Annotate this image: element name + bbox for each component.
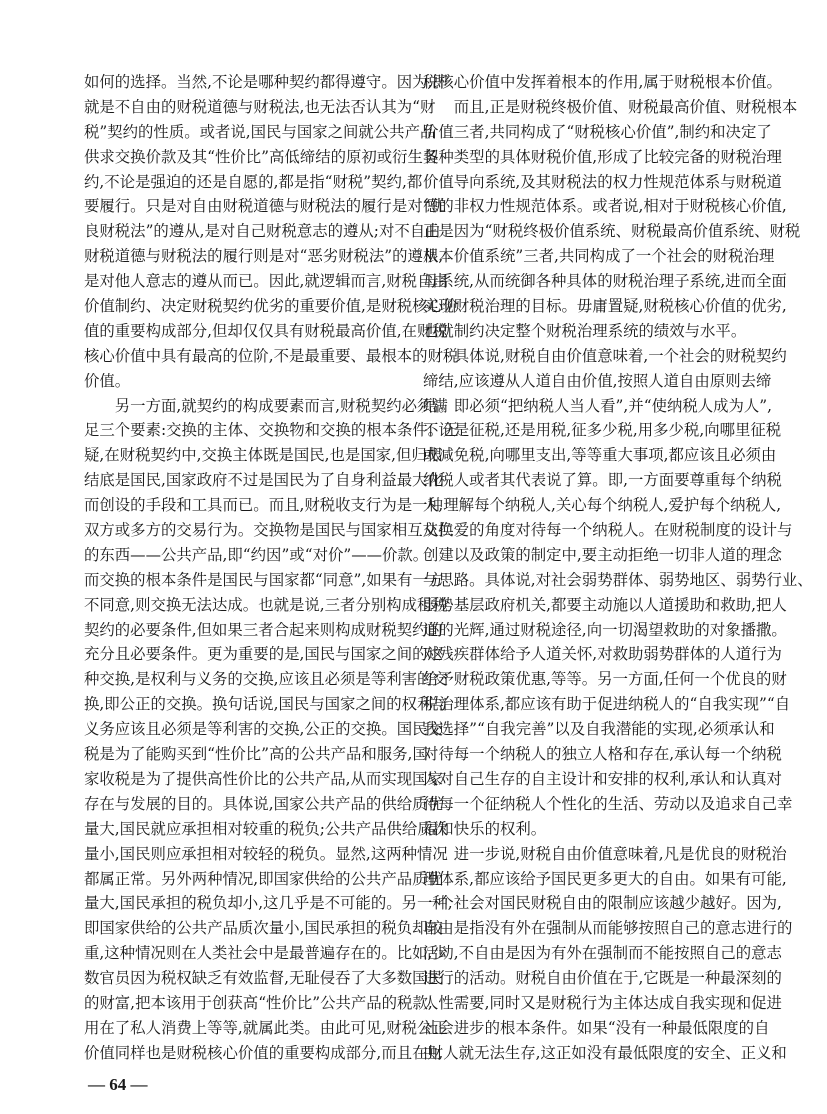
text-line: 财税道德与财税法的履行则是对“恶劣财税法”的遵从,: [84, 247, 444, 266]
text-line: 而交换的根本条件是国民与国家都“同意”,如果有一方: [84, 570, 444, 589]
text-line: 就是不自由的财税道德与财税法,也无法否认其为“财: [84, 97, 436, 116]
text-line: 数官员因为税权缺乏有效监督,无耻侵吞了大多数国民: [84, 969, 443, 988]
text-line: 是对他人意志的遵从而已。因此,就逻辑而言,财税自由: [84, 272, 448, 291]
text-line: 量小,国民则应承担相对较轻的税负。显然,这两种情况: [84, 844, 448, 863]
text-line: 的东西——公共产品,即“约因”或“对价”——价款。: [84, 545, 429, 564]
text-line: 实现财税治理的目标。毋庸置疑,财税核心价值的优劣,: [423, 297, 787, 316]
text-line: 而创设的手段和工具而已。而且,财税收支行为是一种: [84, 496, 443, 515]
text-line: 即国家供给的公共产品质次量小,国民承担的税负却较: [84, 919, 443, 938]
text-line: 道的光辉,通过财税途径,向一切渴望救助的对象播撒。: [423, 620, 787, 639]
text-line: 足三个要素:交换的主体、交换物和交换的根本条件。无: [84, 421, 459, 440]
text-line: 德的非权力性规范体系。或者说,相对于财税核心价值,: [423, 197, 787, 216]
text-line: 理体系,都应该给予国民更多更大的自由。如果有可能,: [423, 869, 787, 888]
text-line: 义务应该且必须是等利害的交换,公正的交换。国民交: [84, 720, 443, 739]
text-line: 税核心价值中发挥着根本的作用,属于财税根本价值。: [423, 73, 782, 91]
text-line: 存在与发展的目的。具体说,国家公共产品的供给质优: [84, 794, 443, 813]
text-line: 用在了私人消费上等等,就属此类。由此可见,财税公正: [84, 1018, 448, 1037]
text-line: 人,理解每个纳税人,关心每个纳税人,爱护每个纳税人,: [423, 496, 782, 515]
text-line: 人对自己生存的自主设计和安排的权利,承认和认真对: [423, 769, 782, 788]
text-line: 也就制约决定整个财税治理系统的绩效与水平。: [423, 321, 747, 340]
text-line: 根本价值系统”三者,共同构成了一个社会的财税治理: [423, 247, 775, 266]
text-line: 的财富,把本该用于创获高“性价比”公共产品的税款,: [84, 993, 433, 1012]
text-line: 进一步说,财税自由价值意味着,凡是优良的财税治: [423, 844, 787, 863]
text-line: 良财税法”的遵从,是对自己财税意志的遵从;对不自由: [84, 222, 441, 241]
text-line: 纳税人或者其代表说了算。即,一方面要尊重每个纳税: [423, 471, 782, 490]
text-line: 量大,国民就应承担相对较重的税负;公共产品供给质次: [84, 819, 449, 838]
text-line: 供求交换价款及其“性价比”高低缔结的原初或衍生契: [84, 147, 439, 166]
page-number: — 64 —: [88, 1075, 148, 1094]
text-line: 而且,正是财税终极价值、财税最高价值、财税根本: [423, 97, 798, 116]
text-line: 价值导向系统,及其财税法的权力性规范体系与财税道: [423, 172, 782, 191]
text-line: 缔结,应该遵从人道自由价值,按照人道自由原则去缔: [423, 371, 772, 390]
text-line: 活动,不自由是因为有外在强制而不能按照自己的意志: [423, 944, 782, 963]
text-line: 进行的活动。财税自由价值在于,它既是一种最深刻的: [423, 969, 782, 988]
text-line: 换,即公正的交换。换句话说,国民与国家之间的权利与: [84, 695, 448, 714]
text-line: 约,不论是强迫的还是自愿的,都是指“财税”契约,都: [84, 172, 423, 191]
text-line: 种交换,是权利与义务的交换,应该且必须是等利害的交: [84, 670, 448, 689]
text-line: 不论是征税,还是用税,征多少税,用多少税,向哪里征税: [423, 421, 782, 440]
text-line: 给予财税政策优惠,等等。另一方面,任何一个优良的财: [423, 670, 787, 689]
text-line: 重,这种情况则在人类社会中是最普遍存在的。比如,少: [84, 944, 448, 963]
text-line: 弱势基层政府机关,都要主动施以人道援助和救助,把人: [423, 595, 787, 614]
right-text-column: [423, 70, 813, 1066]
text-line: 待每一个征纳税人个性化的生活、劳动以及追求自己幸: [423, 794, 793, 813]
text-line: 税”契约的性质。或者说,国民与国家之间就公共产品: [84, 122, 436, 141]
text-line: 福和快乐的权利。: [423, 819, 547, 838]
text-line: 一个社会对国民财税自由的限制应该越少越好。因为,: [423, 894, 782, 913]
text-line: 税是为了能购买到“性价比”高的公共产品和服务,国: [84, 745, 428, 764]
text-line: 人性需要,同时又是财税行为主体达成自我实现和促进: [423, 993, 782, 1012]
text-line: 量大,国民承担的税负却小,这几乎是不可能的。另一种,: [84, 894, 453, 913]
text-line: 价值制约、决定财税契约优劣的重要价值,是财税核心价: [84, 297, 459, 316]
text-line: 价值三者,共同构成了“财税核心价值”,制约和决定了: [423, 122, 772, 141]
text-line: 另一方面,就契约的构成要素而言,财税契约必须满: [84, 396, 448, 415]
text-line: 不同意,则交换无法达成。也就是说,三者分别构成租税: [84, 595, 448, 614]
text-line: 各种类型的具体财税价值,形成了比较完备的财税治理: [423, 147, 782, 166]
text-line: 具体说,财税自由价值意味着,一个社会的财税契约: [423, 346, 787, 365]
text-line: 价值。: [84, 371, 131, 390]
text-line: 对残疾群体给予人道关怀,对救助弱势群体的人道行为: [423, 645, 782, 664]
left-text-column: [84, 70, 459, 1066]
text-line: 由,人就无法生存,这正如没有最低限度的安全、正义和: [423, 1043, 787, 1062]
text-line: 结。即必须“把纳税人当人看”,并“使纳税人成为人”,: [423, 396, 773, 415]
text-line: 自由是指没有外在强制从而能够按照自己的意志进行的: [423, 919, 793, 938]
text-line: 要履行。只是对自由财税道德与财税法的履行是对“优: [84, 197, 446, 216]
text-line: 契约的必要条件,但如果三者合起来则构成财税契约的: [84, 620, 443, 639]
text-line: 结底是国民,国家政府不过是国民为了自身利益最大化: [84, 471, 443, 490]
text-line: 母系统,从而统御各种具体的财税治理子系统,进而全面: [423, 272, 787, 291]
text-line: 社会进步的根本条件。如果“没有一种最低限度的自: [423, 1018, 770, 1037]
text-line: 税治理体系,都应该有助于促进纳税人的“自我实现”“自: [423, 695, 791, 714]
text-line: 核心价值中具有最高的位阶,不是最重要、最根本的财税: [84, 346, 459, 365]
text-line: 如何的选择。当然,不论是哪种契约都得遵守。因为,即: [84, 73, 448, 91]
text-line: 与思路。具体说,对社会弱势群体、弱势地区、弱势行业、: [423, 570, 813, 589]
text-line: 价值同样也是财税核心价值的重要构成部分,而且在财: [84, 1043, 443, 1062]
text-line: 疑,在财税契约中,交换主体既是国民,也是国家,但归根: [84, 446, 443, 465]
text-line: 对待每一个纳税人的独立人格和存在,承认每一个纳税: [423, 745, 782, 764]
text-line: 充分且必要条件。更为重要的是,国民与国家之间的这: [84, 645, 443, 664]
text-line: 值的重要构成部分,但却仅仅具有财税最高价值,在财税: [84, 321, 448, 340]
text-line: 我选择”“自我完善”以及自我潜能的实现,必须承认和: [423, 720, 775, 739]
text-line: 家收税是为了提供高性价比的公共产品,从而实现国家: [84, 769, 443, 788]
text-line: 创建以及政策的制定中,要主动拒绝一切非人道的理念: [423, 545, 782, 564]
text-line: 双方或多方的交易行为。交换物是国民与国家相互交换: [84, 521, 454, 540]
text-line: 或减免税,向哪里支出,等等重大事项,都应该且必须由: [423, 446, 777, 465]
text-line: 从仁爱的角度对待每一个纳税人。在财税制度的设计与: [423, 521, 793, 540]
text-line: 都属正常。另外两种情况,即国家供给的公共产品质优: [84, 869, 443, 888]
text-line: 正是因为“财税终极价值系统、财税最高价值系统、财税: [423, 222, 801, 241]
